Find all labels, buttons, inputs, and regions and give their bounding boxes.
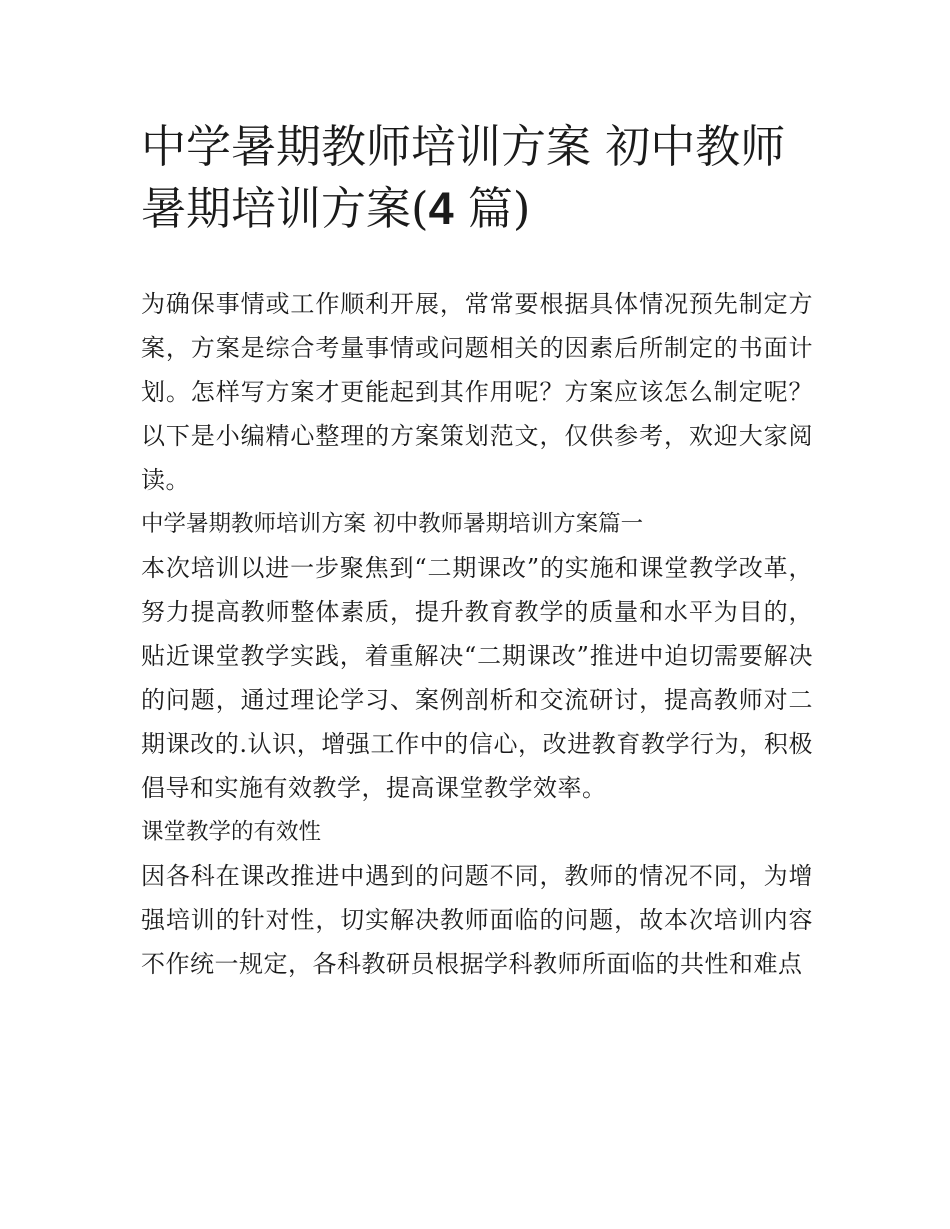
title-text-1: 中学暑期教师培训方案 初中教师暑期培训方案( [141,120,786,235]
section-2-heading: 课堂教学的有效性 [141,819,322,845]
title-number: 4 [428,183,454,234]
section-1-paragraph: 本次培训以进一步聚焦到“二期课改”的实施和课堂教学改革，努力提高教师整体素质，提升教育教学的质量和水平为目的，贴近课堂教学实践，着重解决“二期课改”推进中迫切需要解决的问题，通过理论学习、案例剖析和交流研讨，提高教师对二期课改的.认识，增强工作中的信心，改进教育教学行为，积极倡导和实施有效教学，提高课堂教学效率。 [141,554,813,802]
intro-paragraph: 为确保事情或工作顺利开展，常常要根据具体情况预先制定方案，方案是综合考量事情或问题相关的因素后所制定的书面计划。怎样写方案才更能起到其作用呢？方案应该怎么制定呢？以下是小编精心整理的方案策划范文，仅供参考，欢迎大家阅读。 [141,290,813,494]
section-1-heading: 中学暑期教师培训方案 初中教师暑期培训方案篇一 [141,511,644,537]
document-body [141,282,813,986]
document-title [141,116,821,240]
section-2-paragraph: 因各科在课改推进中遇到的问题不同，教师的情况不同，为增强培训的针对性，切实解决教师面临的问题，故本次培训内容不作统一规定，各科教研员根据学科教师所面临的共性和难点 [141,862,813,978]
title-text-2: 篇) [453,182,531,235]
